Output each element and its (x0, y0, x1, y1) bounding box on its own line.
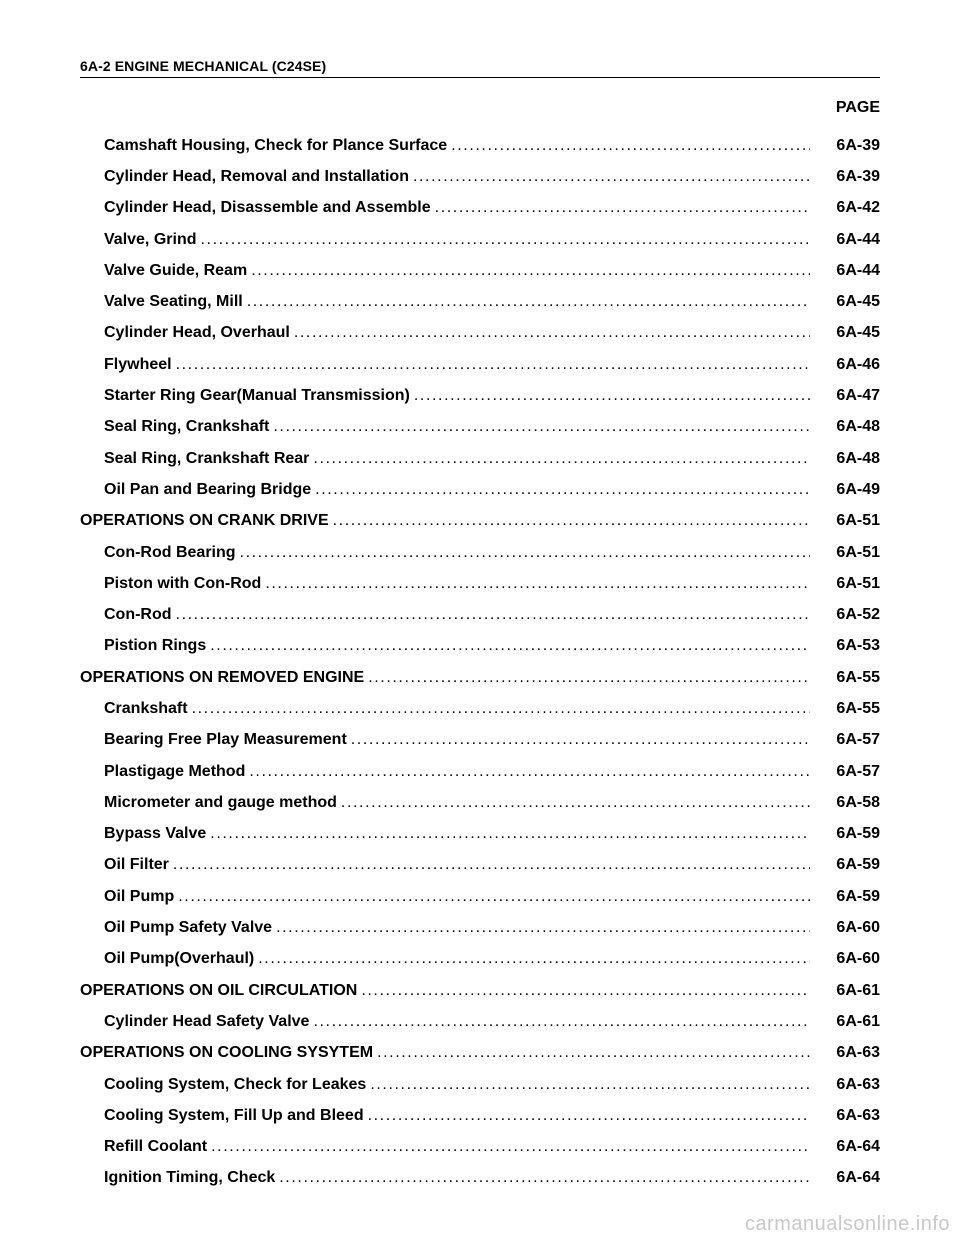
dot-leader (368, 1107, 810, 1125)
toc-entry-title[interactable]: Oil Filter (104, 856, 173, 874)
toc-entry-row[interactable] (0, 1163, 960, 1194)
toc-entry-title[interactable]: Bearing Free Play Measurement (104, 731, 351, 749)
page-header (80, 58, 880, 78)
toc-entry-page[interactable]: 6A-39 (836, 136, 880, 154)
toc-entry-row[interactable] (0, 568, 960, 599)
toc-entry-title[interactable]: Valve Guide, Ream (104, 262, 251, 280)
toc-entry-title[interactable]: Piston with Con-Rod (104, 575, 265, 593)
toc-entry-title[interactable]: Cylinder Head, Disassemble and Assemble (104, 199, 435, 217)
dot-leader (368, 669, 810, 687)
toc-entry-title[interactable]: Starter Ring Gear(Manual Transmission) (104, 387, 414, 405)
toc-entry-title[interactable]: Cylinder Head, Overhaul (104, 324, 294, 342)
toc-entry-title[interactable]: Oil Pump (104, 888, 178, 906)
dot-leader (247, 293, 810, 311)
toc-entry-row[interactable] (0, 349, 960, 380)
dot-leader (240, 544, 810, 562)
toc-entry-page[interactable]: 6A-49 (836, 480, 880, 498)
toc-entry-page[interactable]: 6A-42 (836, 199, 880, 217)
toc-entry-page[interactable]: 6A-48 (836, 449, 880, 467)
toc-entry-row[interactable] (0, 850, 960, 881)
toc-entry-page[interactable]: 6A-64 (836, 1138, 880, 1156)
dot-leader (377, 1044, 810, 1062)
dot-leader (414, 387, 810, 405)
toc-entry-title[interactable]: Micrometer and gauge method (104, 794, 341, 812)
toc-entry-title[interactable]: Flywheel (104, 356, 176, 374)
dot-leader (313, 1013, 810, 1031)
dot-leader (192, 700, 810, 718)
watermark: carmanualsonline.info (744, 1213, 950, 1235)
toc-entry-page[interactable]: 6A-58 (836, 793, 880, 811)
toc-entry-page[interactable]: 6A-44 (836, 230, 880, 248)
toc-section-row[interactable] (0, 662, 960, 693)
toc-entry-page[interactable]: 6A-53 (836, 637, 880, 655)
toc-entry-title[interactable]: Cooling System, Fill Up and Bleed (104, 1107, 368, 1125)
toc-entry-title[interactable]: Seal Ring, Crankshaft (104, 418, 273, 436)
toc-entry-title[interactable]: Camshaft Housing, Check for Plance Surface (104, 137, 451, 155)
toc-entry-row[interactable] (0, 725, 960, 756)
toc-entry-title[interactable]: OPERATIONS ON OIL CIRCULATION (80, 982, 361, 1000)
toc-entry-title[interactable]: OPERATIONS ON REMOVED ENGINE (80, 669, 368, 687)
toc-entry-page[interactable]: 6A-47 (836, 387, 880, 405)
toc-entry-row[interactable] (0, 693, 960, 724)
dot-leader (451, 137, 810, 155)
header-title: 6A-2 ENGINE MECHANICAL (C24SE) (80, 58, 327, 74)
toc-entry-page[interactable]: 6A-45 (836, 293, 880, 311)
toc-entry-title[interactable]: Valve, Grind (104, 231, 200, 249)
toc-entry-page[interactable]: 6A-39 (836, 167, 880, 185)
toc-entry-page[interactable]: 6A-44 (836, 261, 880, 279)
toc-entry-row[interactable] (0, 161, 960, 192)
toc-entry-row[interactable] (0, 756, 960, 787)
toc-entry-title[interactable]: Seal Ring, Crankshaft Rear (104, 450, 313, 468)
toc-entry-title[interactable]: OPERATIONS ON COOLING SYSYTEM (80, 1044, 377, 1062)
toc-entry-row[interactable] (0, 631, 960, 662)
toc-entry-page[interactable]: 6A-59 (836, 887, 880, 905)
toc-entry-row[interactable] (0, 1132, 960, 1163)
toc-entry-page[interactable]: 6A-59 (836, 856, 880, 874)
toc-entry-page[interactable]: 6A-51 (836, 574, 880, 592)
toc-entry-page[interactable]: 6A-45 (836, 324, 880, 342)
toc-entry-row[interactable] (0, 474, 960, 505)
dot-leader (351, 731, 810, 749)
dot-leader (276, 919, 810, 937)
toc-section-row[interactable] (0, 975, 960, 1006)
toc-entry-row[interactable] (0, 819, 960, 850)
toc-entry-row[interactable] (0, 1069, 960, 1100)
dot-leader (265, 575, 810, 593)
toc-entry-row[interactable] (0, 912, 960, 943)
toc-entry-row[interactable] (0, 1100, 960, 1131)
toc-entry-title[interactable]: Crankshaft (104, 700, 192, 718)
toc-entry-title[interactable]: Con-Rod (104, 606, 176, 624)
dot-leader (178, 888, 810, 906)
toc-entry-page[interactable]: 6A-51 (836, 512, 880, 530)
toc-entry-title[interactable]: Plastigage Method (104, 763, 249, 781)
toc-entry-row[interactable] (0, 944, 960, 975)
toc-entry-row[interactable] (0, 286, 960, 317)
toc-entry-row[interactable] (0, 130, 960, 161)
toc-entry-row[interactable] (0, 380, 960, 411)
toc-entry-row[interactable] (0, 599, 960, 630)
toc-entry-page[interactable]: 6A-48 (836, 418, 880, 436)
dot-leader (176, 606, 810, 624)
toc-entry-row[interactable] (0, 255, 960, 286)
toc-entry-title[interactable]: Oil Pan and Bearing Bridge (104, 481, 315, 499)
toc-entry-row[interactable] (0, 224, 960, 255)
toc-entry-title[interactable]: Pistion Rings (104, 637, 210, 655)
toc-entry-page[interactable]: 6A-57 (836, 731, 880, 749)
dot-leader (279, 1169, 810, 1187)
toc-entry-title[interactable]: OPERATIONS ON CRANK DRIVE (80, 512, 333, 530)
toc-entry-page[interactable]: 6A-46 (836, 355, 880, 373)
toc-section-row[interactable] (0, 506, 960, 537)
dot-leader (211, 1138, 810, 1156)
dot-leader (315, 481, 810, 499)
toc-entry-page[interactable]: 6A-61 (836, 981, 880, 999)
dot-leader (413, 168, 810, 186)
toc-entry-row[interactable] (0, 537, 960, 568)
dot-leader (173, 856, 810, 874)
toc-entry-page[interactable]: 6A-60 (836, 950, 880, 968)
toc-entry-row[interactable] (0, 1006, 960, 1037)
toc-section-row[interactable] (0, 1038, 960, 1069)
toc-entry-title[interactable]: Bypass Valve (104, 825, 210, 843)
toc-entry-row[interactable] (0, 318, 960, 349)
dot-leader (333, 512, 810, 530)
toc-entry-title[interactable]: Valve Seating, Mill (104, 293, 247, 311)
dot-leader (294, 324, 810, 342)
toc-entry-page[interactable]: 6A-60 (836, 919, 880, 937)
toc-entry-title[interactable]: Oil Pump(Overhaul) (104, 950, 258, 968)
toc-entry-page[interactable]: 6A-57 (836, 762, 880, 780)
toc-entry-page[interactable]: 6A-63 (836, 1106, 880, 1124)
toc-entry-page[interactable]: 6A-59 (836, 825, 880, 843)
toc-entry-page[interactable]: 6A-52 (836, 606, 880, 624)
dot-leader (273, 418, 810, 436)
toc-entry-title[interactable]: Oil Pump Safety Valve (104, 919, 276, 937)
dot-leader (313, 450, 810, 468)
toc-entry-title[interactable]: Con-Rod Bearing (104, 544, 240, 562)
toc-entry-row[interactable] (0, 193, 960, 224)
toc-entry-page[interactable]: 6A-64 (836, 1169, 880, 1187)
toc-entry-row[interactable] (0, 412, 960, 443)
toc-entry-row[interactable] (0, 443, 960, 474)
toc-entry-title[interactable]: Cylinder Head, Removal and Installation (104, 168, 413, 186)
dot-leader (249, 763, 810, 781)
toc-entry-page[interactable]: 6A-51 (836, 543, 880, 561)
page-column-label: PAGE (835, 99, 880, 116)
toc-entry-title[interactable]: Cooling System, Check for Leakes (104, 1076, 370, 1094)
dot-leader (210, 825, 810, 843)
dot-leader (341, 794, 810, 812)
toc-entry-row[interactable] (0, 881, 960, 912)
dot-leader (210, 637, 810, 655)
dot-leader (200, 231, 810, 249)
dot-leader (258, 950, 810, 968)
toc-entry-page[interactable]: 6A-63 (836, 1075, 880, 1093)
table-of-contents (0, 130, 960, 1194)
toc-entry-row[interactable] (0, 787, 960, 818)
dot-leader (370, 1076, 810, 1094)
dot-leader (176, 356, 810, 374)
dot-leader (361, 982, 810, 1000)
toc-entry-page[interactable]: 6A-61 (836, 1012, 880, 1030)
toc-entry-page[interactable]: 6A-63 (836, 1044, 880, 1062)
dot-leader (435, 199, 810, 217)
toc-entry-page[interactable]: 6A-55 (836, 668, 880, 686)
dot-leader (251, 262, 810, 280)
toc-entry-page[interactable]: 6A-55 (836, 699, 880, 717)
toc-entry-title[interactable]: Refill Coolant (104, 1138, 211, 1156)
toc-entry-title[interactable]: Ignition Timing, Check (104, 1169, 279, 1187)
toc-entry-title[interactable]: Cylinder Head Safety Valve (104, 1013, 313, 1031)
